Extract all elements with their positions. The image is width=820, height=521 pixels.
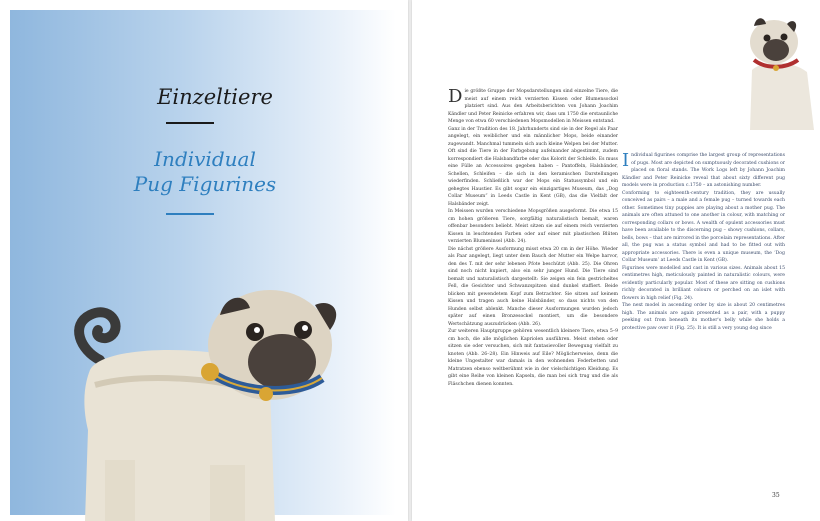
title-german: Einzeltiere [157, 85, 273, 109]
german-paragraph: In Meissen wurden verschiedene Mopsgrößen ausgeformt. Die etwa 15 cm hohen größeren Tiere, sorgfältig naturalistisch bemalt, waren offenbar besonders beliebt. Meist sitzen sie auf einem reich verzierten Kissen in leuchtenden Farben oder auf einer mit plastischen Blüten verzierten Blumeninsel (Abb. 24). [448, 209, 618, 244]
drop-cap-blue: I [622, 150, 630, 171]
right-page [412, 0, 820, 521]
german-text-column [448, 88, 618, 508]
title-divider-blue [166, 213, 214, 215]
page-number: 35 [772, 492, 780, 499]
drop-cap: D [448, 86, 463, 107]
pug-figurine-photo-large [60, 290, 360, 521]
left-page [0, 0, 408, 521]
german-paragraph: Die nächst größere Ausformung misst etwa 20 cm in der Höhe. Wieder als Paar angelegt, liegt unter dem Bauch der Mutter ein Welpe harvor, den des T. mit der sehr lebenen Pfote beschützt (Abb. 25). Die Ohren sind noch nicht kupiert, also ein sehr junger Hund. Die Tiere sind bemalt und naturalistisch dargestellt: Sie zeigen ein fein gestricheltes Fell, die Gesichter und Schwanzspitzen sind dunkel staffiert. Beide blicken mit gewendetem Kopf zum Betrachter. Sie sitzen auf keinem Kissen und tragen auch keine Halsbänder, so dass nichts von den Hunden selbst ablenkt. Manche dieser Ausformungen wurden jedoch später auf einen Bronzesockel montiert, um die besondere Wertschätzung auszudrücken (Abb. 26). [448, 246, 618, 327]
title-english-line1: Individual [154, 147, 256, 171]
english-paragraph: Individual figurines comprise the largest group of representations of pugs. Most are depicted on sumptuously decorated cushions or placed on floral stands. The Work Logs left by Johann Joachim Kändler and Peter Reinicke reveal that about sixty different pug models were in production c.1750 – an astonishing number. [622, 150, 785, 188]
english-text-column [622, 152, 785, 492]
english-paragraph: The next model in ascending order by size is about 20 centimetres high. The animals are again presented as a pair, with a puppy peeking out from beneath its mother's belly while she holds a protective paw over it (Fig. 25). It is still a very young dog since [622, 303, 785, 331]
german-paragraph: Zur weiteren Hauptgruppe gehören wesentlich kleinere Tiere, etwa 5–9 cm hoch, die alle möglichen Kapriolen ausführen. Meist stehen oder sitzen sie oder versuchen, sich mit fantasievoller Bewegung vielfalt zu knoten (Abb. 26–28). Ein Hinweis auf Eile? Möglicherweise, denn die kleine Ungestalter war damals in den wohnenden Federbetten und Matratzen ebenso weltberühmt wie in der vielschichtigen Kleidung. Es gibt eine Reihe von kleinen Kapseln, die man bei sich trug und die als Fläschchen dienen konnten. [448, 329, 618, 387]
pug-figurine-photo-small [732, 10, 820, 130]
title-english-line2: Pug Figurines [133, 172, 277, 196]
title-english [120, 147, 290, 197]
title-divider [166, 122, 214, 124]
german-paragraph: Ganz in der Tradition des 18. Jahrhunderts sind sie in der Regel als Paar angelegt, ein weiblicher und ein männlicher Mops, beide einander zugewandt. Manchmal tummeln sich auch kleine Welpen bei der Mutter. Oft sind die Tiere in der Farbgebung aufeinander abgestimmt, zudem korrespondiert die Halsbandfarbe oder das Kolorit der Schleife. Es muss eine Fülle an Accessoires gegeben haben – Pantoffeln, Halsbänder, Schellen, Schleifen – die sich in den keramischen Darstellungen wiederfinden. Schließlich war der Mops ein Statussymbol und ein gehegtes Haustier. Es gibt sogar ein einzigartiges Museum, das „Dog Collar Museum“ in Leeds Castle in Kent (GB), das die Vielfalt der Halsbänder zeigt. [448, 126, 618, 207]
english-paragraph: Figurines were modelled and cast in various sizes. Animals about 15 centimetres high, meticulously painted in naturalistic colours, were evidently particularly popular. Most of these are sitting on cushions richly decorated in brilliant colours or perched on an islet with flowers in high relief (Fig. 24). [622, 265, 785, 301]
english-paragraph: Conforming to eighteenth-century tradition, they are usually conceived as pairs – a male and a female pug – turned towards each other. Sometimes tiny puppies are playing about a mother pug. The animals are often attuned to one another in colour, with matching or corresponding collars or bows. A wealth of opulent accessories must have been available to the discerning pug – showy cushions, collars, bells, bows – that are mirrored in the porcelain representations. After all, the pug was a status symbol and had to be fitted out with appropriate accessories. There is even a unique museum, the ‘Dog Collar Museum’ at Leeds Castle in Kent (GB). [622, 190, 785, 263]
german-paragraph: Die größte Gruppe der Mopsdarstellungen sind einzelne Tiere, die meist auf einem reich verzierten Kissen oder Blumensockel platziert sind. Aus den Arbeitsberichten von Johann Joachim Kändler und Peter Reinicke erfahren wir, dass um 1750 die erstaunliche Menge von etwa 60 verschiedenen Mopsmodellen in Meissen entstand. [448, 86, 618, 124]
